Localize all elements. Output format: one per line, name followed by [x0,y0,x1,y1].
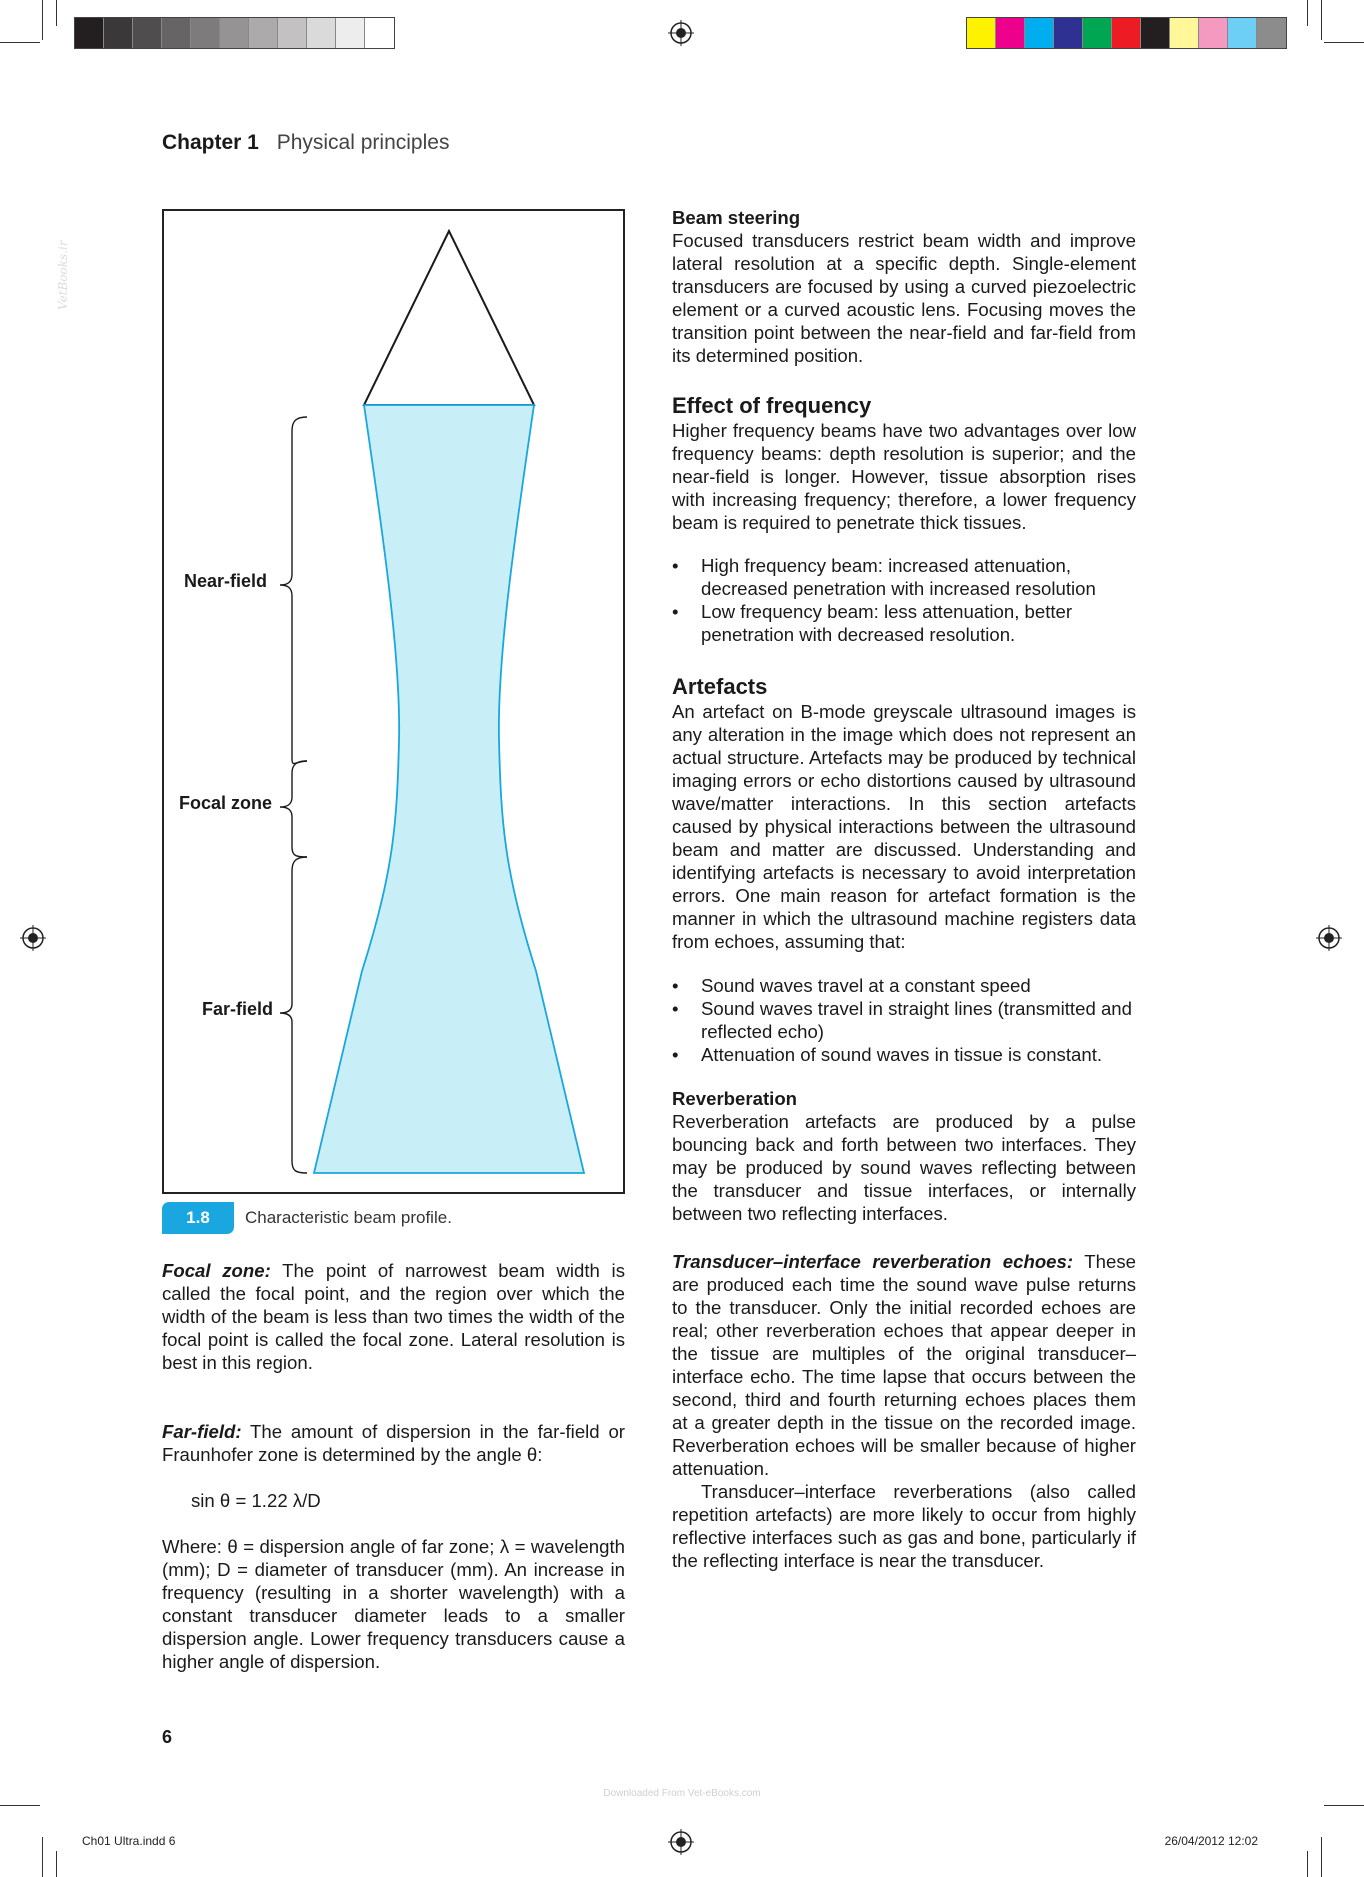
gray-color-bar [74,17,395,49]
color-swatch [365,18,394,48]
bullet-item: • Sound waves travel at a constant speed [672,974,1136,997]
transducer-reverberation-paragraph: Transducer–interface reverberation echoes: These are produced each time the sound wave pulse returns to the transducer. Only the initial recorded echoes are real; other reverberation echoes that appear deeper in the tissue are multiples of the original transducer–interface echo. The time lapse that occurs between the second, third and fourth returning echoes places them at a greater depth in the tissue on the recorded image. Reverberation echoes will be smaller because of higher attenuation. [672,1251,1136,1479]
slug-date: 26/04/2012 12:02 [1164,1834,1258,1848]
color-swatch [1257,18,1286,48]
color-swatch [249,18,278,48]
bullet-item: • Sound waves travel in straight lines (transmitted and reflected echo) [672,997,1136,1043]
registration-mark-icon [20,925,46,951]
far-field-lead: Far-field: [162,1421,242,1442]
focal-zone-paragraph: Focal zone: The point of narrowest beam width is called the focal point, and the region over which the width of the beam is less than two times the width of the focal point is called the focal zone. Lateral resolution is best in this region. [162,1260,625,1373]
color-swatch [1228,18,1257,48]
beam-steering-heading: Beam steering [672,207,801,228]
download-note: Downloaded From Vet-eBooks.com [603,1788,761,1799]
bullet-item: • Low frequency beam: less attenuation, better penetration with decreased resolution. [672,600,1136,646]
right-column-text [672,206,1136,1572]
color-swatch [104,18,133,48]
registration-mark-icon [668,20,694,46]
focal-zone-label: Focal zone [179,793,273,813]
far-field-paragraph: Far-field: The amount of dispersion in the far-field or Fraunhofer zone is determined by the angle θ: [162,1421,625,1465]
transducer-triangle [364,231,534,405]
dispersion-formula: sin θ = 1.22 λ/D [191,1490,321,1511]
far-field-brace [280,857,307,1173]
left-column-text [162,1259,625,1673]
ultrasound-beam [314,405,584,1173]
process-color-bar [966,17,1287,49]
color-swatch [1199,18,1228,48]
color-swatch [75,18,104,48]
reverberation-heading: Reverberation [672,1088,798,1109]
slug-file-name: Ch01 Ultra.indd 6 [82,1834,176,1848]
artefacts-paragraph: An artefact on B-mode greyscale ultrasound images is any alteration in the image which does not represent an actual structure. Artefacts may be produced by technical imaging errors or echo distortions caused by ultrasound wave/matter interactions. In this section artefacts caused by physical interactions between the ultrasound beam and matter are discussed. Understanding and identifying artefacts is necessary to avoid interpretation errors. One main reason for artefact formation is the manner in which the ultrasound machine registers data from echoes, assuming that: [672,701,1136,952]
beam-profile-diagram [164,211,623,1192]
color-swatch [1083,18,1112,48]
watermark: VetBooks.ir [56,240,70,310]
frequency-heading: Effect of frequency [672,393,872,418]
figure-caption [162,1202,452,1234]
near-field-brace [280,417,307,764]
repetition-artefacts-paragraph: Transducer–interface reverberations (also called repetition artefacts) are more likely to occur from highly reflective interfaces such as gas and bone, particularly if the reflecting interface is near the transducer. [672,1481,1136,1571]
reverberation-paragraph: Reverberation artefacts are produced by a pulse bouncing back and forth between two interfaces. They may be produced by sound waves reflecting between the transducer and tissue interfaces, or internally between two reflecting interfaces. [672,1111,1136,1224]
artefacts-bullet-list [672,974,1136,1066]
beam-steering-paragraph: Focused transducers restrict beam width and improve lateral resolution at a specific depth. Single-element transducers are focused by using a curved piezoelectric element or a curved acoustic lens. Focusing moves the transition point between the near-field and far-field from its determined position. [672,230,1136,366]
figure-caption-text: Characteristic beam profile. [245,1208,452,1227]
color-swatch [1112,18,1141,48]
registration-mark-icon [668,1829,694,1855]
focal-zone-lead: Focal zone: [162,1260,271,1281]
color-swatch [220,18,249,48]
color-swatch [1141,18,1170,48]
chapter-number: Chapter 1 [162,131,259,154]
beam-profile-figure [162,209,625,1194]
color-swatch [191,18,220,48]
color-swatch [1025,18,1054,48]
transducer-reverberation-lead: Transducer–interface reverberation echoes: [672,1251,1074,1272]
focal-zone-brace [280,761,307,857]
running-head [162,131,449,155]
frequency-bullet-list [672,554,1136,646]
far-field-label: Far-field [202,999,274,1019]
color-swatch [996,18,1025,48]
chapter-title: Physical principles [276,131,450,154]
frequency-paragraph: Higher frequency beams have two advantages over low frequency beams: depth resolution is superior; and the near-field is longer. However, tissue absorption rises with increasing frequency; therefore, a lower frequency beam is required to penetrate thick tissues. [672,420,1136,533]
color-swatch [967,18,996,48]
where-paragraph: Where: θ = dispersion angle of far zone; λ = wavelength (mm); D = diameter of transducer (mm). An increase in frequency (resulting in a shorter wavelength) with a constant transducer diameter leads to a smaller dispersion angle. Lower frequency transducers cause a higher angle of dispersion. [162,1536,625,1672]
color-swatch [307,18,336,48]
bullet-item: • High frequency beam: increased attenuation, decreased penetration with increased resolution [672,554,1136,600]
color-swatch [162,18,191,48]
color-swatch [133,18,162,48]
color-swatch [1170,18,1199,48]
bullet-item: • Attenuation of sound waves in tissue is constant. [672,1043,1136,1066]
page-number: 6 [162,1727,173,1747]
near-field-label: Near-field [184,571,268,591]
color-swatch [1054,18,1083,48]
figure-number-badge: 1.8 [162,1202,234,1234]
artefacts-heading: Artefacts [672,674,768,699]
registration-mark-icon [1316,925,1342,951]
color-swatch [278,18,307,48]
color-swatch [336,18,365,48]
